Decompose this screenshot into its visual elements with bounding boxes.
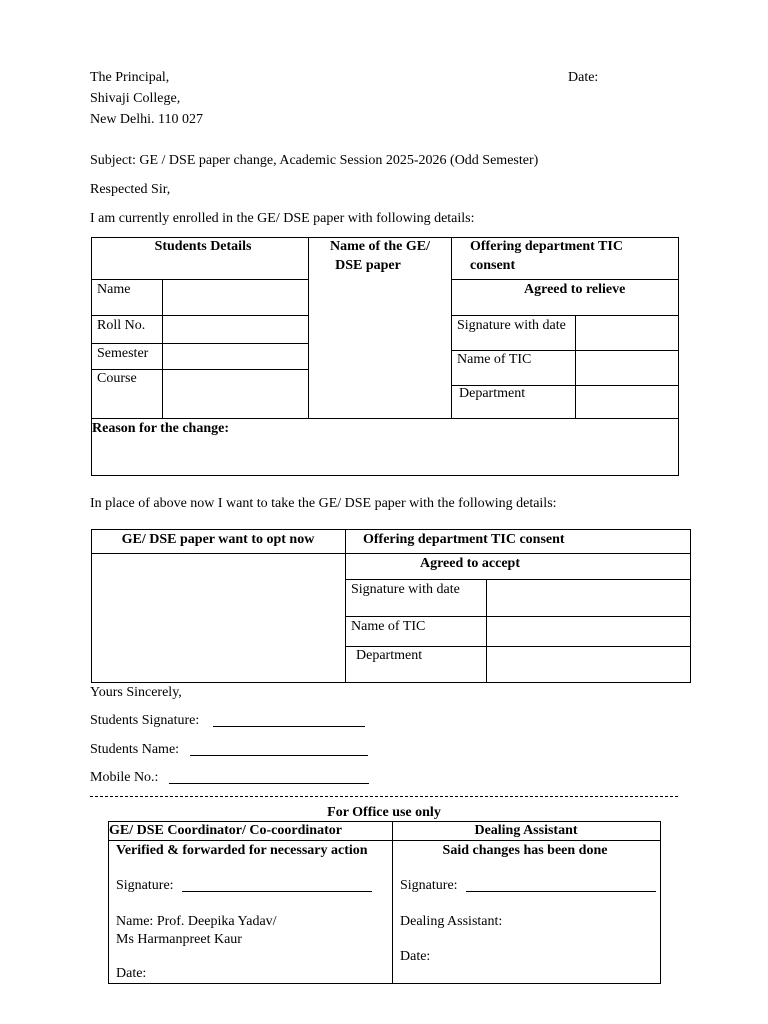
coordinator-header: GE/ DSE Coordinator/ Co-coordinator — [109, 823, 342, 838]
students-signature-field[interactable] — [213, 726, 365, 727]
dealing-assistant-label: Dealing Assistant: — [400, 914, 503, 929]
coordinator-signature-label: Signature: — [116, 878, 174, 893]
date-label: Date: — [568, 70, 599, 85]
relieve-tic-name-label: Name of TIC — [457, 352, 532, 367]
accept-consent-header: Offering department TIC consent — [363, 532, 565, 547]
intro-text: I am currently enrolled in the GE/ DSE paper with following details: — [90, 211, 475, 226]
cut-line-divider — [90, 796, 678, 797]
recipient-line-2: Shivaji College, — [90, 91, 181, 106]
relieve-department-label: Department — [459, 386, 526, 401]
office-use-title: For Office use only — [327, 805, 441, 820]
course-label: Course — [97, 371, 137, 386]
students-details-header: Students Details — [154, 239, 252, 254]
students-name-field[interactable] — [190, 755, 368, 756]
dealing-assistant-header: Dealing Assistant — [474, 823, 578, 838]
recipient-line-1: The Principal, — [90, 70, 170, 85]
salutation: Respected Sir, — [90, 182, 171, 197]
mobile-no-label: Mobile No.: — [90, 770, 159, 785]
subject-line: Subject: GE / DSE paper change, Academic Session 2025-2026 (Odd Semester) — [90, 153, 539, 168]
mobile-no-field[interactable] — [169, 783, 369, 784]
relieve-signature-label: Signature with date — [457, 318, 566, 333]
coordinator-name-l2: Ms Harmanpreet Kaur — [116, 932, 242, 947]
yours-sincerely: Yours Sincerely, — [90, 685, 182, 700]
reason-label: Reason for the change: — [92, 421, 230, 436]
verified-forwarded-text: Verified & forwarded for necessary action — [116, 843, 368, 858]
students-name-label: Students Name: — [90, 742, 180, 757]
semester-label: Semester — [97, 346, 149, 361]
name-label: Name — [97, 282, 131, 297]
accept-signature-label: Signature with date — [351, 582, 460, 597]
tic-consent-header-l2: consent — [470, 258, 516, 273]
changes-done-text: Said changes has been done — [442, 843, 608, 858]
roll-no-label: Roll No. — [97, 318, 146, 333]
accept-tic-name-label: Name of TIC — [351, 619, 426, 634]
coordinator-date-label: Date: — [116, 966, 147, 981]
opt-paper-header: GE/ DSE paper want to opt now — [121, 532, 315, 547]
coordinator-signature-field[interactable] — [182, 891, 372, 892]
coordinator-name-l1: Name: Prof. Deepika Yadav/ — [116, 914, 277, 929]
agreed-to-accept: Agreed to accept — [419, 556, 521, 571]
paper-name-header-l1: Name of the GE/ — [330, 239, 430, 254]
assistant-signature-label: Signature: — [400, 878, 458, 893]
tic-consent-header-l1: Offering department TIC — [470, 239, 623, 254]
recipient-line-3: New Delhi. 110 027 — [90, 112, 204, 127]
in-place-text: In place of above now I want to take the GE/ DSE paper with the following details: — [90, 496, 557, 511]
students-signature-label: Students Signature: — [90, 713, 200, 728]
agreed-to-relieve: Agreed to relieve — [524, 282, 626, 297]
assistant-signature-field[interactable] — [466, 891, 656, 892]
paper-name-header-l2: DSE paper — [335, 258, 401, 273]
assistant-date-label: Date: — [400, 949, 431, 964]
accept-department-label: Department — [356, 648, 423, 663]
